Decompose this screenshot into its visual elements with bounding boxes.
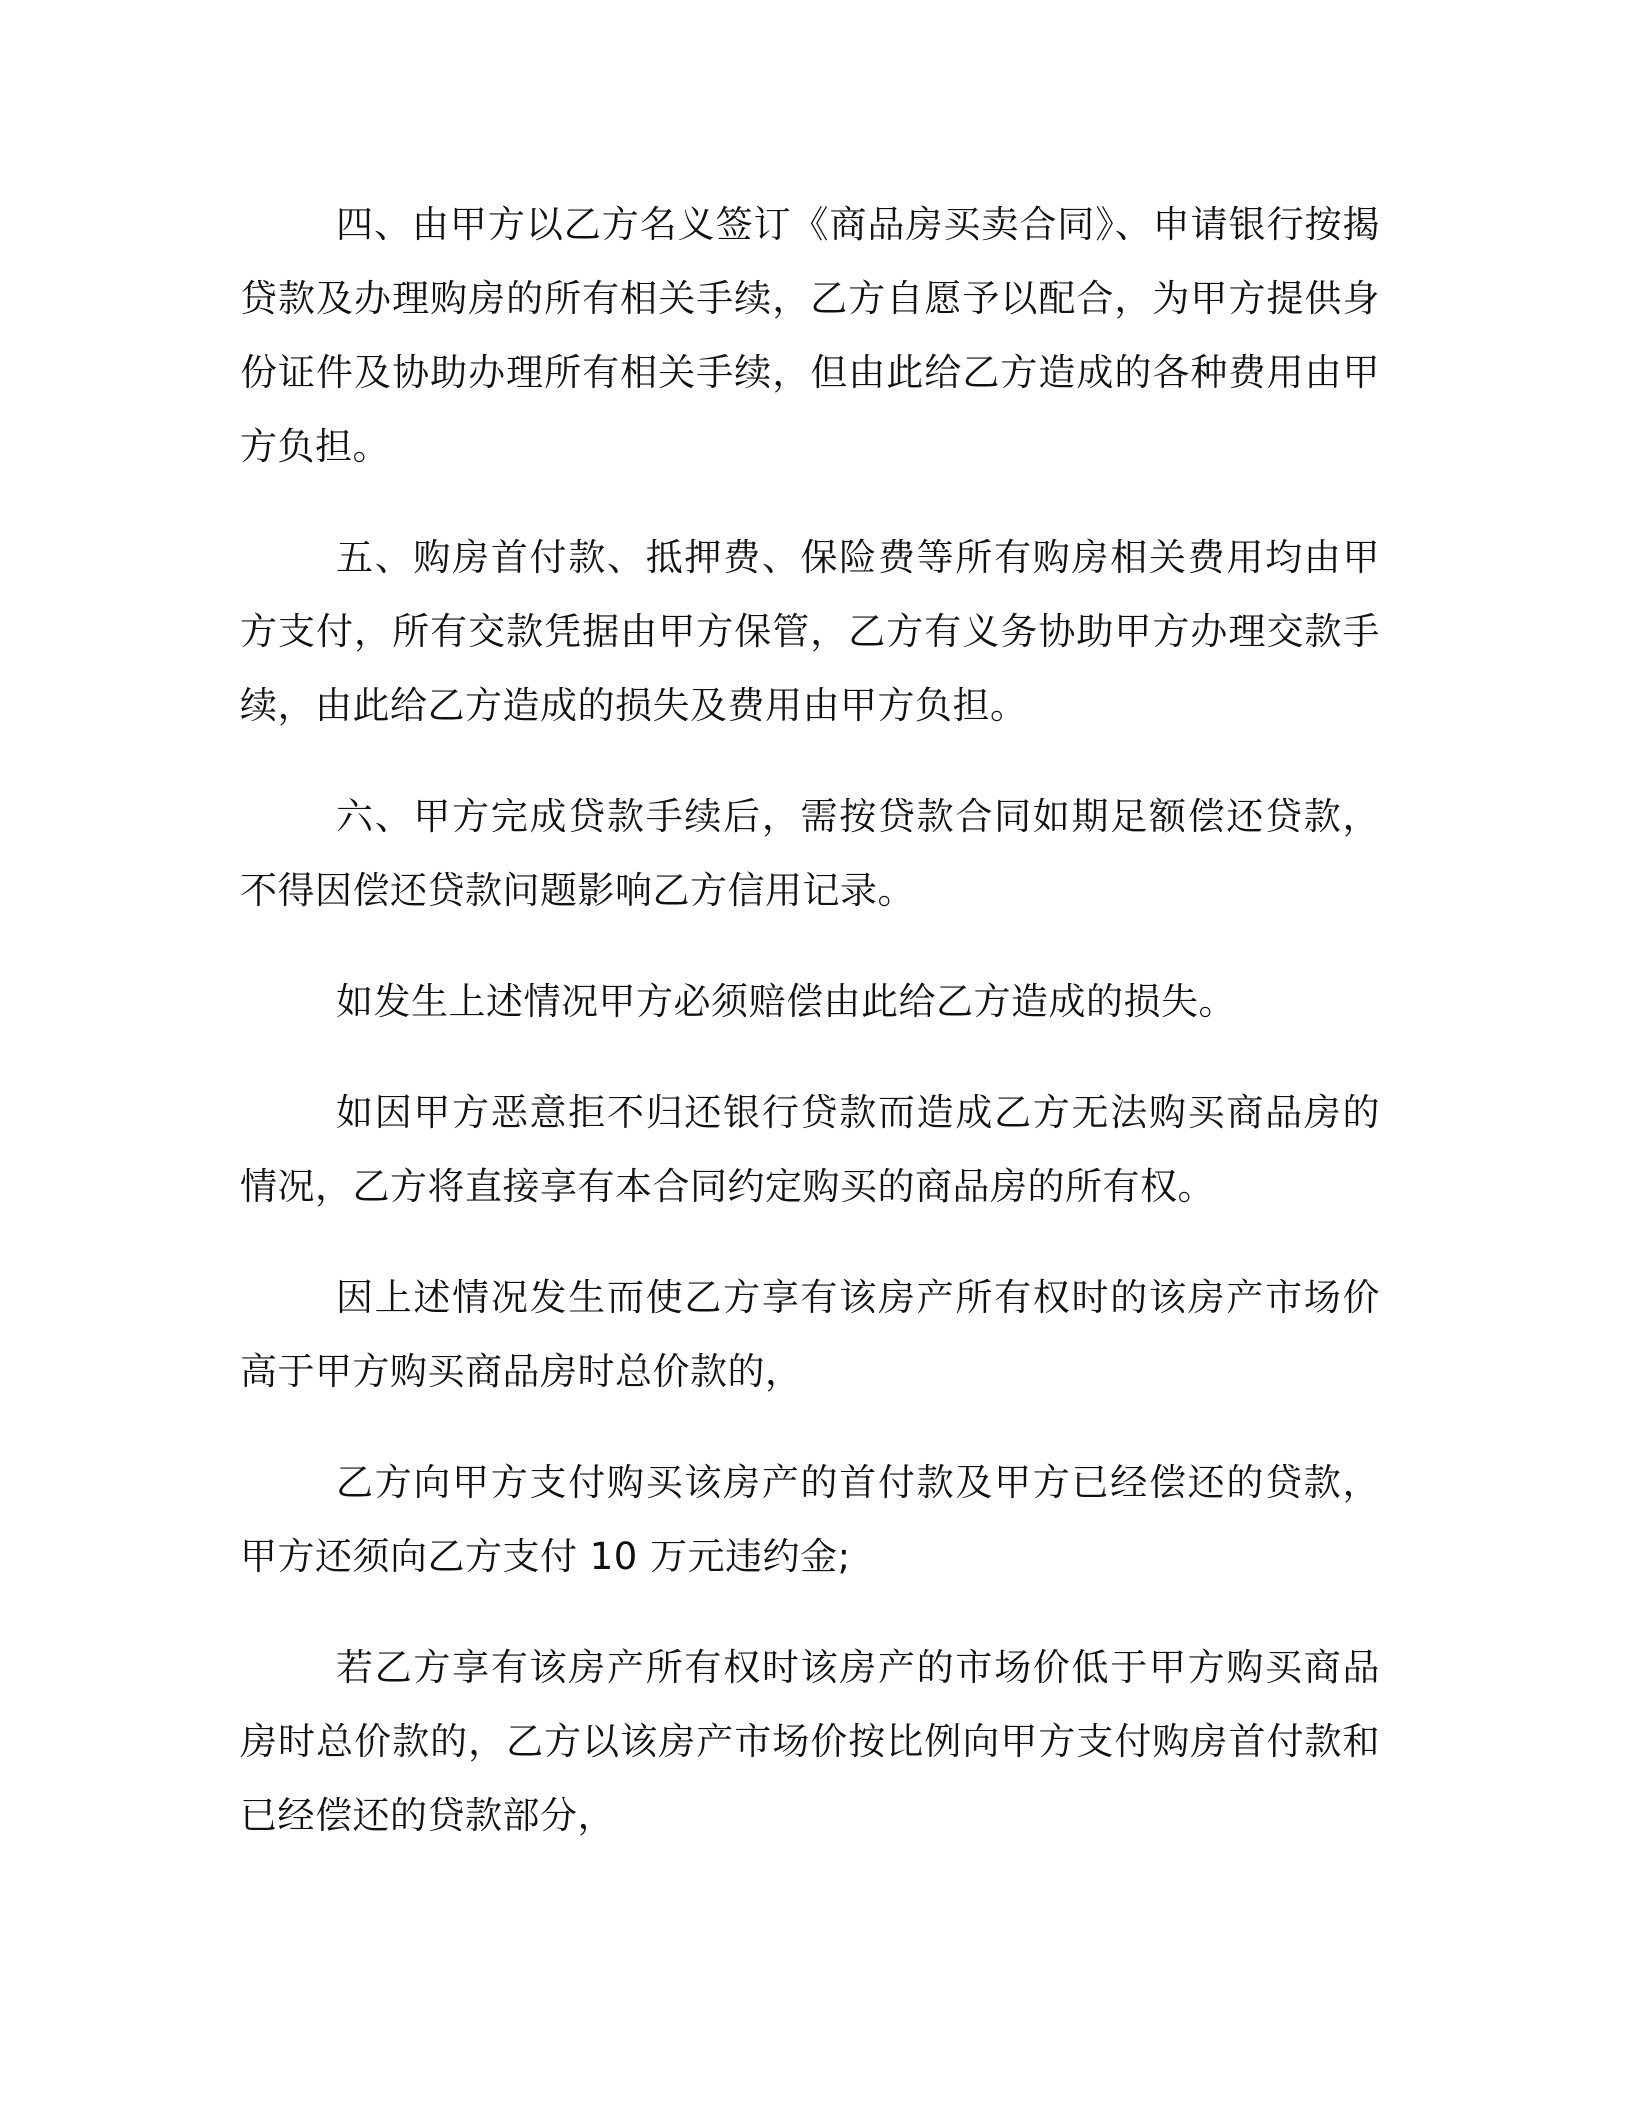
penalty-paragraph: 乙方向甲方支付购买该房产的首付款及甲方已经偿还的贷款，甲方还须向乙方支付 10 万元违约金; — [240, 1461, 1380, 1578]
clause-five-paragraph: 五、购房首付款、抵押费、保险费等所有购房相关费用均由甲方支付，所有交款凭据由甲方保管，乙方有义务协助甲方办理交款手续，由此给乙方造成的损失及费用由甲方负担。 — [240, 536, 1380, 727]
clause-four-paragraph: 四、由甲方以乙方名义签订《商品房买卖合同》、申请银行按揭贷款及办理购房的所有相关手续，乙方自愿予以配合，为甲方提供身份证件及协助办理所有相关手续，但由此给乙方造成的各种费用由甲方负担。 — [240, 203, 1380, 468]
document-body — [240, 188, 1380, 1890]
market-price-higher-paragraph: 因上述情况发生而使乙方享有该房产所有权时的该房产市场价高于甲方购买商品房时总价款的， — [240, 1276, 1380, 1393]
compensation-paragraph: 如发生上述情况甲方必须赔偿由此给乙方造成的损失。 — [336, 980, 1236, 1023]
market-price-lower-paragraph: 若乙方享有该房产所有权时该房产的市场价低于甲方购买商品房时总价款的，乙方以该房产市场价按比例向甲方支付购房首付款和已经偿还的贷款部分， — [240, 1646, 1380, 1837]
clause-six-paragraph: 六、甲方完成贷款手续后，需按贷款合同如期足额偿还贷款，不得因偿还贷款问题影响乙方信用记录。 — [240, 795, 1380, 912]
malicious-default-paragraph: 如因甲方恶意拒不归还银行贷款而造成乙方无法购买商品房的情况，乙方将直接享有本合同约定购买的商品房的所有权。 — [240, 1091, 1380, 1208]
